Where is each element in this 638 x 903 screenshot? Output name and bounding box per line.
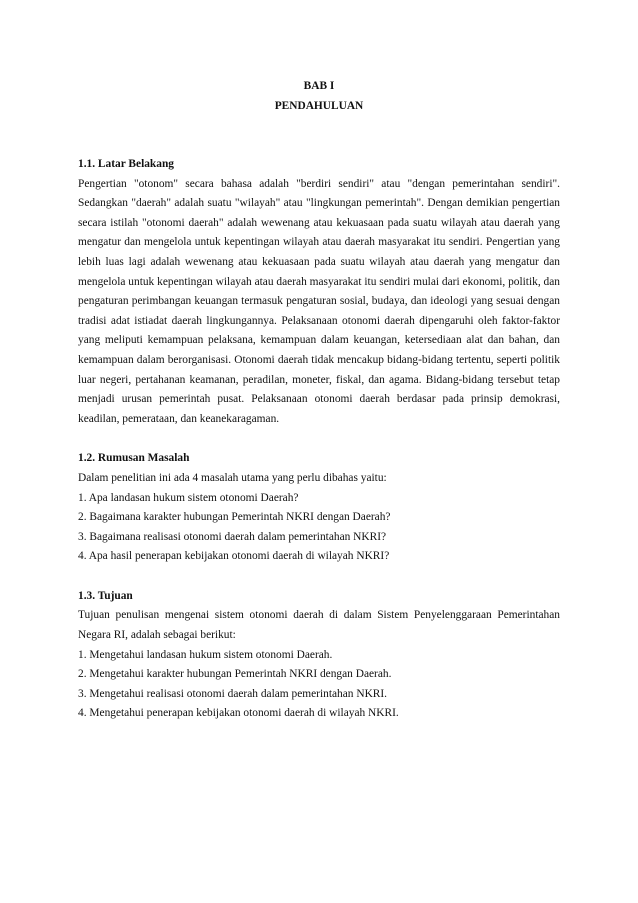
section-intro: Dalam penelitian ini ada 4 masalah utama yang perlu dibahas yaitu: [78,471,387,484]
section-tujuan [78,587,560,724]
section-rumusan-masalah [78,449,560,567]
chapter-label: BAB I [303,80,335,92]
document-body [78,155,560,724]
section-heading: 1.2. Rumusan Masalah [78,452,190,465]
section-latar-belakang [78,155,560,429]
list-item: 3. Bagaimana realisasi otonomi daerah dalam pemerintahan NKRI? [78,530,387,543]
list-item: 1. Mengetahui landasan hukum sistem otonomi Daerah. [78,648,333,661]
chapter-title: PENDAHULUAN [274,100,364,112]
body-paragraph: Pengertian "otonom" secara bahasa adalah "berdiri sendiri" atau "dengan pemerintahan sendiri". Sedangkan "daerah" adalah suatu "wilayah" atau "lingkungan pemerintah". Dengan demikian pengertian secara istilah "otonomi daerah" adalah wewenang atau kekuasaan pada suatu wilayah atau daerah yang mengatur dan mengelola untuk kepentingan wilayah atau daerah masyarakat itu sendiri. Pengertian yang lebih luas lagi adalah wewenang atau kekuasaan pada suatu wilayah atau daerah yang mengatur dan mengelola untuk kepentingan wilayah atau daerah masyarakat itu sendiri mulai dari ekonomi, politik, dan pengaturan perimbangan keuangan termasuk pengaturan sosial, budaya, dan ideologi yang sesuai dengan tradisi adat istiadat daerah lingkungannya. Pelaksanaan otonomi daerah dipengaruhi oleh faktor-faktor yang meliputi kemampuan pelaksana, kemampuan dalam keuangan, ketersediaan alat dan bahan, dan kemampuan dalam berorganisasi. Otonomi daerah tidak mencakup bidang-bidang tertentu, seperti politik luar negeri, pertahanan keamanan, peradilan, moneter, fiskal, dan agama. Bidang-bidang tersebut tetap menjadi urusan pemerintah pusat. Pelaksanaan otonomi daerah berdasar pada prinsip demokrasi, keadilan, pemerataan, dan keanekaragaman. [78,177,560,425]
list-item: 2. Mengetahui karakter hubungan Pemerintah NKRI dengan Daerah. [78,668,392,681]
list-item: 1. Apa landasan hukum sistem otonomi Daerah? [78,491,299,504]
list-item: 3. Mengetahui realisasi otonomi daerah dalam pemerintahan NKRI. [78,687,388,700]
list-item: 4. Apa hasil penerapan kebijakan otonomi daerah di wilayah NKRI? [78,550,390,563]
list-item: 2. Bagaimana karakter hubungan Pemerintah NKRI dengan Daerah? [78,511,391,524]
list-item: 4. Mengetahui penerapan kebijakan otonomi daerah di wilayah NKRI. [78,707,399,720]
section-heading: 1.1. Latar Belakang [78,158,174,170]
section-heading: 1.3. Tujuan [78,589,133,602]
section-intro: Tujuan penulisan mengenai sistem otonomi daerah di dalam Sistem Penyelenggaraan Pemerintahan Negara RI, adalah sebagai berikut: [78,609,560,642]
